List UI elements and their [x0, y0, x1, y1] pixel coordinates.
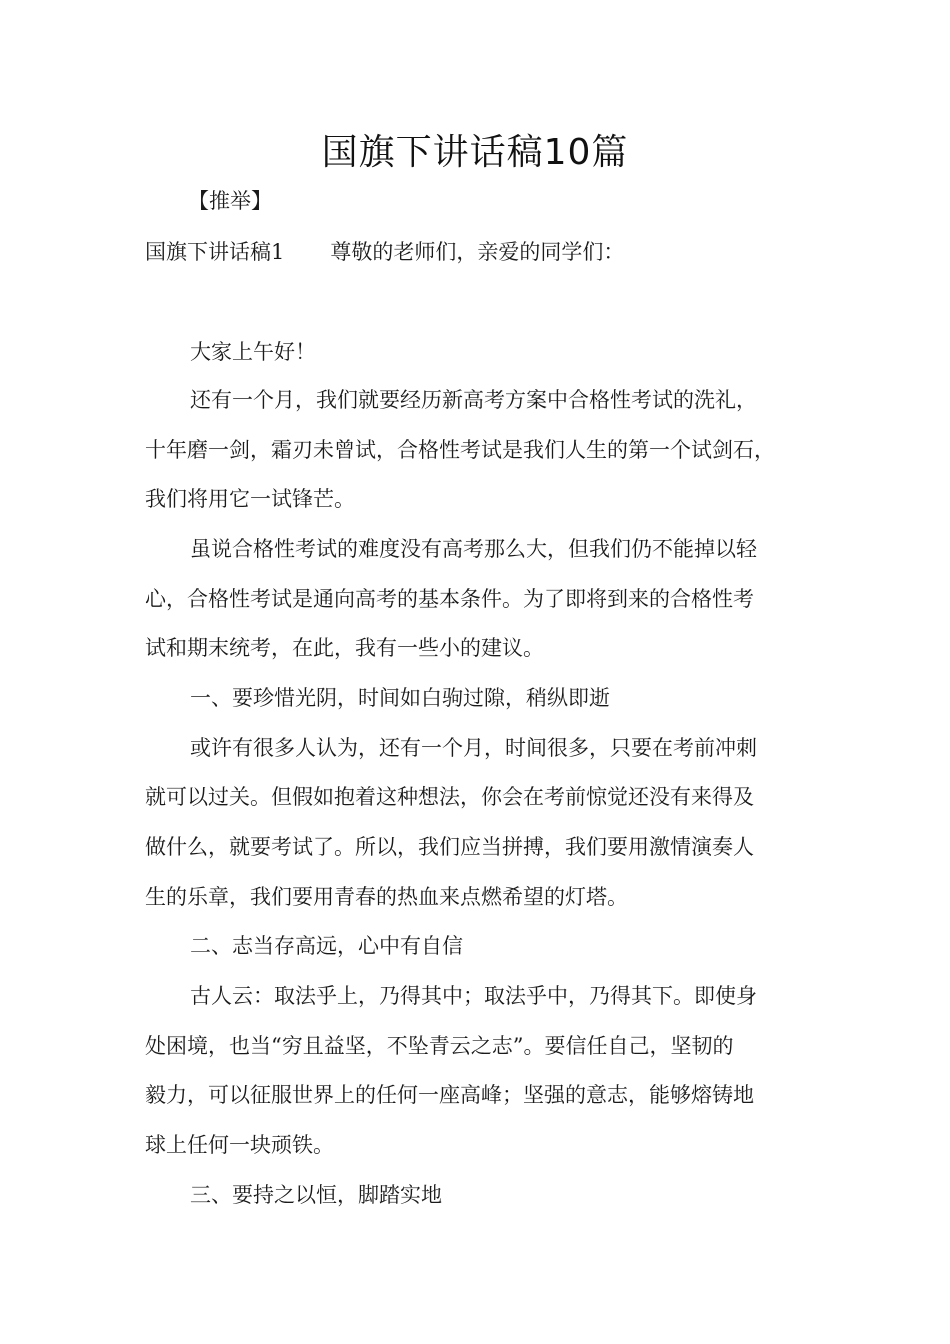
paragraph-line: 一、要珍惜光阴，时间如白驹过隙，稍纵即逝 [190, 686, 610, 710]
paragraph-line: 我们将用它一试锋芒。 [145, 487, 355, 511]
recommend-tag: 【推举】 [188, 189, 272, 213]
paragraph-line: 大家上午好！ [190, 340, 316, 364]
paragraph-line: 心，合格性考试是通向高考的基本条件。为了即将到来的合格性考 [145, 587, 754, 611]
salutation: 尊敬的老师们，亲爱的同学们： [330, 240, 625, 264]
paragraph-line: 毅力，可以征服世界上的任何一座高峰；坚强的意志，能够熔铸地 [145, 1083, 754, 1107]
section-heading [145, 237, 624, 267]
paragraph-line: 试和期末统考，在此，我有一些小的建议。 [145, 636, 544, 660]
document-title: 国旗下讲话稿10篇 [321, 132, 629, 173]
paragraph-line: 就可以过关。但假如抱着这种想法，你会在考前惊觉还没有来得及 [145, 785, 754, 809]
paragraph-line: 古人云：取法乎上，乃得其中；取法乎中，乃得其下。即使身 [190, 984, 757, 1008]
paragraph-line: 虽说合格性考试的难度没有高考那么大，但我们仍不能掉以轻 [190, 537, 757, 561]
paragraph-line: 二、志当存高远，心中有自信 [190, 934, 463, 958]
section-label: 国旗下讲话稿1 [145, 240, 285, 264]
paragraph-line: 处困境，也当“穷且益坚，不坠青云之志”。要信任自己，坚韧的 [145, 1034, 734, 1058]
paragraph-line: 十年磨一剑，霜刃未曾试，合格性考试是我们人生的第一个试剑石， [145, 438, 775, 462]
paragraph-line: 还有一个月，我们就要经历新高考方案中合格性考试的洗礼， [190, 388, 757, 412]
paragraph-line: 球上任何一块顽铁。 [145, 1133, 334, 1157]
paragraph-line: 或许有很多人认为，还有一个月，时间很多，只要在考前冲刺 [190, 736, 757, 760]
paragraph-line: 三、要持之以恒，脚踏实地 [190, 1183, 442, 1207]
paragraph-line: 做什么，就要考试了。所以，我们应当拼搏，我们要用激情演奏人 [145, 835, 754, 859]
paragraph-line: 生的乐章，我们要用青春的热血来点燃希望的灯塔。 [145, 885, 628, 909]
